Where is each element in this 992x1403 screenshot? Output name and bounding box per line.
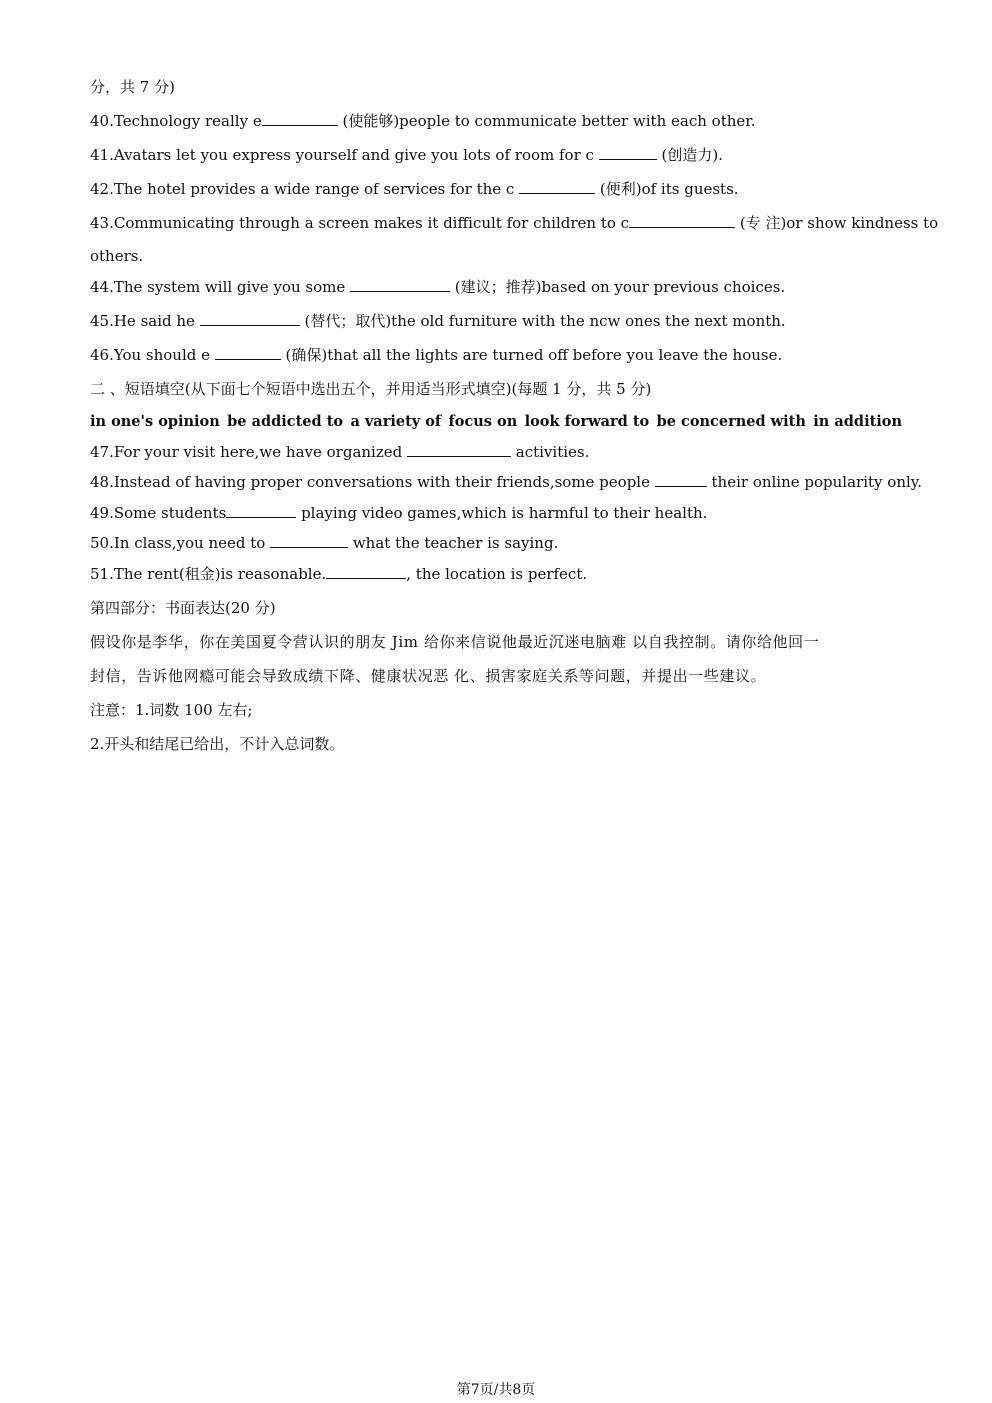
page-number-footer: 第7页/共8页 — [456, 1382, 536, 1398]
question-46-blank[interactable] — [215, 345, 281, 360]
question-48-blank[interactable] — [655, 472, 707, 487]
question-47 — [90, 442, 589, 462]
phrase-item: focus on — [448, 413, 518, 430]
writing-prompt-line-1: 假设你是李华，你在美国夏令营认识的朋友 Jim 给你来信说他最近沉迷电脑难 以自我控制。请你给他回一 — [90, 633, 820, 651]
phrase-item: be concerned with — [656, 413, 806, 430]
question-40 — [90, 111, 756, 131]
phrase-item: in one's opinion — [90, 413, 220, 430]
question-43-text-after: (专 注)or show kindness to — [735, 214, 939, 232]
question-45 — [90, 311, 786, 331]
phrase-item: a variety of — [350, 413, 442, 430]
question-47-text-after: activities. — [511, 443, 590, 461]
section-two-heading: 二 、短语填空(从下面七个短语中选出五个，并用适当形式填空)(每题 1 分，共 5 分) — [90, 380, 652, 398]
writing-prompt-line-2: 封信，告诉他网瘾可能会导致成绩下降、健康状况恶 化、损害家庭关系等问题，并提出一些建议。 — [90, 667, 767, 685]
question-49 — [90, 503, 707, 523]
question-42-blank[interactable] — [519, 179, 595, 194]
question-45-blank[interactable] — [200, 311, 300, 326]
question-43-text-before: 43.Communicating through a screen makes it difficult for children to c — [90, 214, 630, 232]
part-four-heading: 第四部分：书面表达(20 分) — [90, 599, 276, 617]
question-49-text-before: 49.Some students — [90, 504, 227, 522]
question-51-text-after: , the location is perfect. — [406, 565, 588, 583]
question-47-blank[interactable] — [407, 442, 511, 457]
question-40-blank[interactable] — [262, 111, 338, 126]
question-50 — [90, 533, 558, 553]
question-45-text-after: (替代；取代)the old furniture with the ncw ones the next month. — [299, 312, 786, 330]
section-three-tail: 分，共 7 分) — [90, 78, 175, 96]
question-46-text-before: 46.You should e — [90, 346, 215, 364]
phrase-item: look forward to — [524, 413, 650, 430]
phrase-bank — [90, 413, 902, 430]
question-41 — [90, 145, 723, 165]
question-44-text-before: 44.The system will give you some — [90, 278, 350, 296]
question-43-continuation: others. — [90, 247, 144, 265]
question-43-blank[interactable] — [629, 213, 735, 228]
question-41-text-before: 41.Avatars let you express yourself and give you lots of room for c — [90, 146, 599, 164]
question-41-text-after: (创造力). — [656, 146, 723, 164]
phrase-item: be addicted to — [227, 413, 344, 430]
question-42 — [90, 179, 739, 199]
question-51-text-before: 51.The rent(租金)is reasonable. — [90, 565, 327, 583]
question-43 — [90, 213, 938, 233]
note-line-1: 注意：1.词数 100 左右; — [90, 701, 253, 719]
question-44 — [90, 277, 785, 297]
question-49-text-after: playing video games,which is harmful to their health. — [296, 504, 708, 522]
question-44-text-after: (建议；推荐)based on your previous choices. — [449, 278, 786, 296]
question-41-blank[interactable] — [599, 145, 657, 160]
question-44-blank[interactable] — [350, 277, 450, 292]
question-51 — [90, 564, 587, 584]
phrase-item: in addition — [813, 413, 902, 430]
question-50-text-before: 50.In class,you need to — [90, 534, 271, 552]
question-46-text-after: (确保)that all the lights are turned off before you leave the house. — [280, 346, 783, 364]
question-51-blank[interactable] — [326, 564, 406, 579]
question-40-text-before: 40.Technology really e — [90, 112, 262, 130]
question-48-text-after: their online popularity only. — [706, 473, 923, 491]
question-49-blank[interactable] — [226, 503, 296, 518]
question-48 — [90, 472, 922, 492]
note-line-2: 2.开头和结尾已给出，不计入总词数。 — [90, 735, 345, 753]
question-46 — [90, 345, 782, 365]
question-45-text-before: 45.He said he — [90, 312, 200, 330]
question-50-text-after: what the teacher is saying. — [348, 534, 559, 552]
question-42-text-before: 42.The hotel provides a wide range of services for the c — [90, 180, 520, 198]
question-42-text-after: (便利)of its guests. — [595, 180, 739, 198]
question-47-text-before: 47.For your visit here,we have organized — [90, 443, 407, 461]
question-48-text-before: 48.Instead of having proper conversations with their friends,some people — [90, 473, 655, 491]
question-50-blank[interactable] — [270, 533, 348, 548]
question-40-text-after: (使能够)people to communicate better with each other. — [337, 112, 756, 130]
